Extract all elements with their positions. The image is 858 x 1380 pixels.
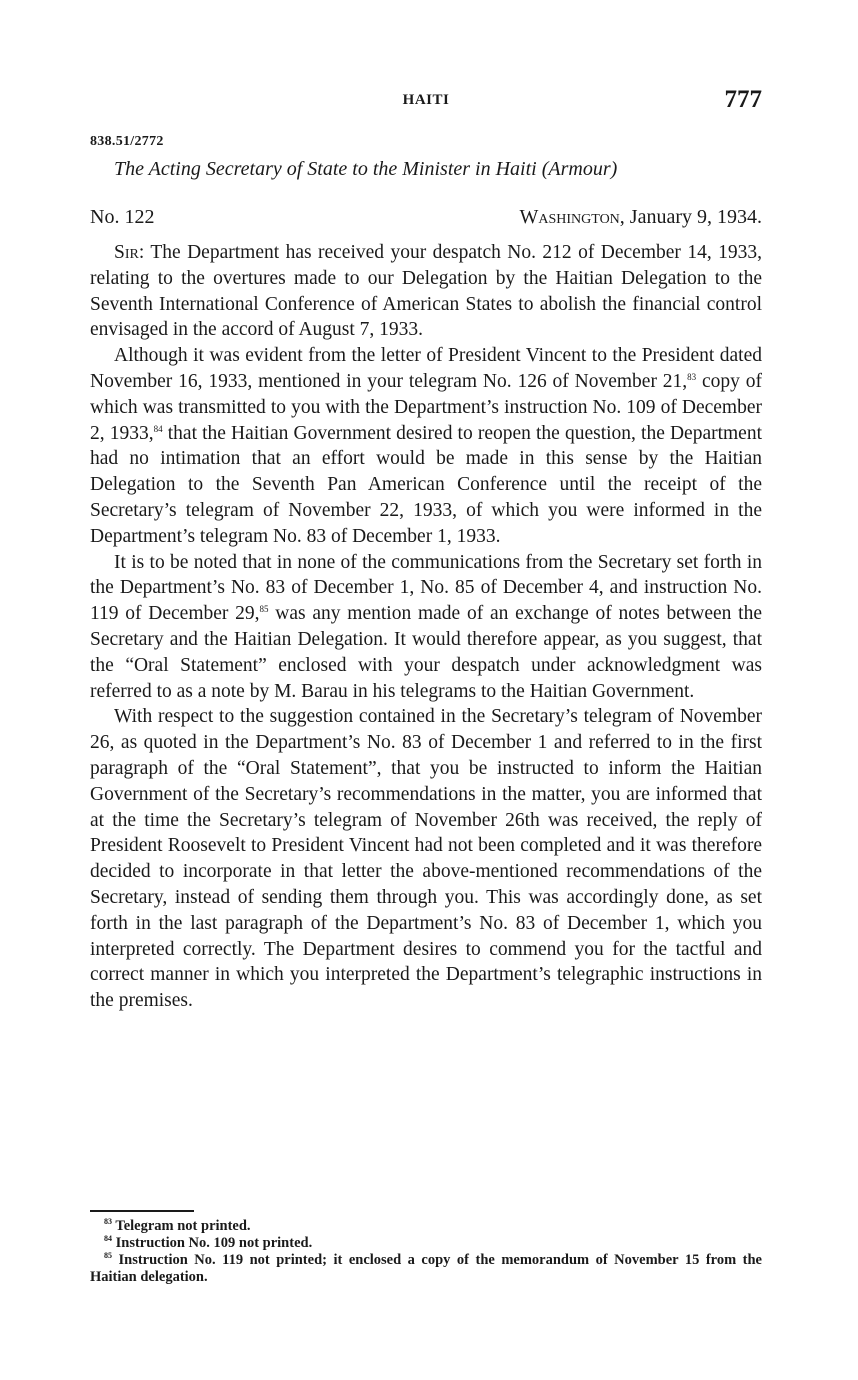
footnote-83 — [90, 1218, 762, 1235]
letter-body — [90, 240, 762, 1014]
running-head — [90, 86, 762, 116]
paragraph-4-text: With respect to the suggestion contained in the Secretary’s telegram of November 26, as quoted in the Department’s No. 83 of December 1 and referred to in the first paragraph of the “Oral Statement”, that you be instructed to inform the Haitian Government of the Secretary’s recommendations in the matter, you are informed that at the time the Secretary’s telegram of November 26th was received, the reply of President Roosevelt to President Vincent had not been completed and it was therefore decided to incorporate in that letter the above-mentioned recommendations of the Secretary, instead of sending them through you. This was accordingly done, as set forth in the last paragraph of the Department’s No. 83 of December 1, which you interpreted correctly. The Department desires to commend you for the tactful and correct manner in which you interpreted the Department’s telegraphic instructions in the premises. — [90, 706, 762, 1012]
document-heading: The Acting Secretary of State to the Minister in Haiti (Armour) — [114, 158, 618, 180]
footnote-ref-85: 85 — [259, 604, 269, 615]
paragraph-1 — [90, 240, 762, 343]
footnote-text: Telegram not printed. — [112, 1218, 251, 1234]
footnote-divider — [90, 1210, 194, 1212]
paragraph-3-part-2: was any mention made of an exchange of notes between the Secretary and the Haitian Delegation. It would therefore appear, as you suggest, that the “Oral Statement” enclosed with your despatch under acknowledgment was referred to as a note by M. Barau in his telegrams to the Haitian Government. — [90, 603, 762, 702]
footnote-text: Instruction No. 109 not printed. — [112, 1235, 313, 1251]
paragraph-2 — [90, 343, 762, 549]
page-number: 777 — [724, 86, 762, 113]
paragraph-2-part-3: that the Haitian Government desired to reopen the question, the Department had no intimation that an effort would be made in this sense by the Haitian Delegation to the Seventh Pan American Conference until the receipt of the Secretary’s telegram of November 22, 1933, of which you were informed in the Department’s telegram No. 83 of December 1, 1933. — [90, 422, 763, 547]
salutation: Sir — [114, 242, 139, 263]
footnote-ref-83: 83 — [687, 371, 697, 382]
footnote-marker: 84 — [104, 1234, 112, 1243]
instruction-number: No. 122 — [90, 206, 155, 228]
paragraph-2-part-2: copy of which was transmitted to you with the Department’s instruction No. 109 of December 2, 1933, — [90, 370, 762, 444]
footnote-ref-84: 84 — [153, 423, 163, 434]
footnote-85 — [90, 1252, 762, 1286]
running-head-title: HAITI — [402, 92, 450, 108]
footnotes — [90, 1218, 762, 1286]
footnote-84 — [90, 1235, 762, 1252]
place-and-date — [520, 206, 763, 229]
place: Washington — [519, 206, 620, 228]
file-number: 838.51/2772 — [90, 134, 164, 149]
date: , January 9, 1934. — [619, 206, 762, 228]
footnote-marker: 83 — [104, 1217, 112, 1226]
paragraph-1-text: : The Department has received your despatch No. 212 of December 14, 1933, relating to the overtures made to our Delegation by the Haitian Delegation to the Seventh International Conference of American States to abolish the financial control envisaged in the accord of August 7, 1933. — [90, 242, 762, 341]
footnote-text: Instruction No. 119 not printed; it enclosed a copy of the memorandum of November 15 from the Haitian delegation. — [90, 1252, 762, 1285]
paragraph-3 — [90, 550, 762, 705]
dateline — [90, 206, 762, 229]
paragraph-4 — [90, 704, 762, 1014]
paragraph-2-part-1: Although it was evident from the letter of President Vincent to the President dated November 16, 1933, mentioned in your telegram No. 126 of November 21, — [90, 345, 762, 392]
footnote-marker: 85 — [104, 1251, 112, 1260]
paragraph-3-part-1: It is to be noted that in none of the communications from the Secretary set forth in the Department’s No. 83 of December 1, No. 85 of December 4, and instruction No. 119 of December 29, — [90, 551, 762, 625]
